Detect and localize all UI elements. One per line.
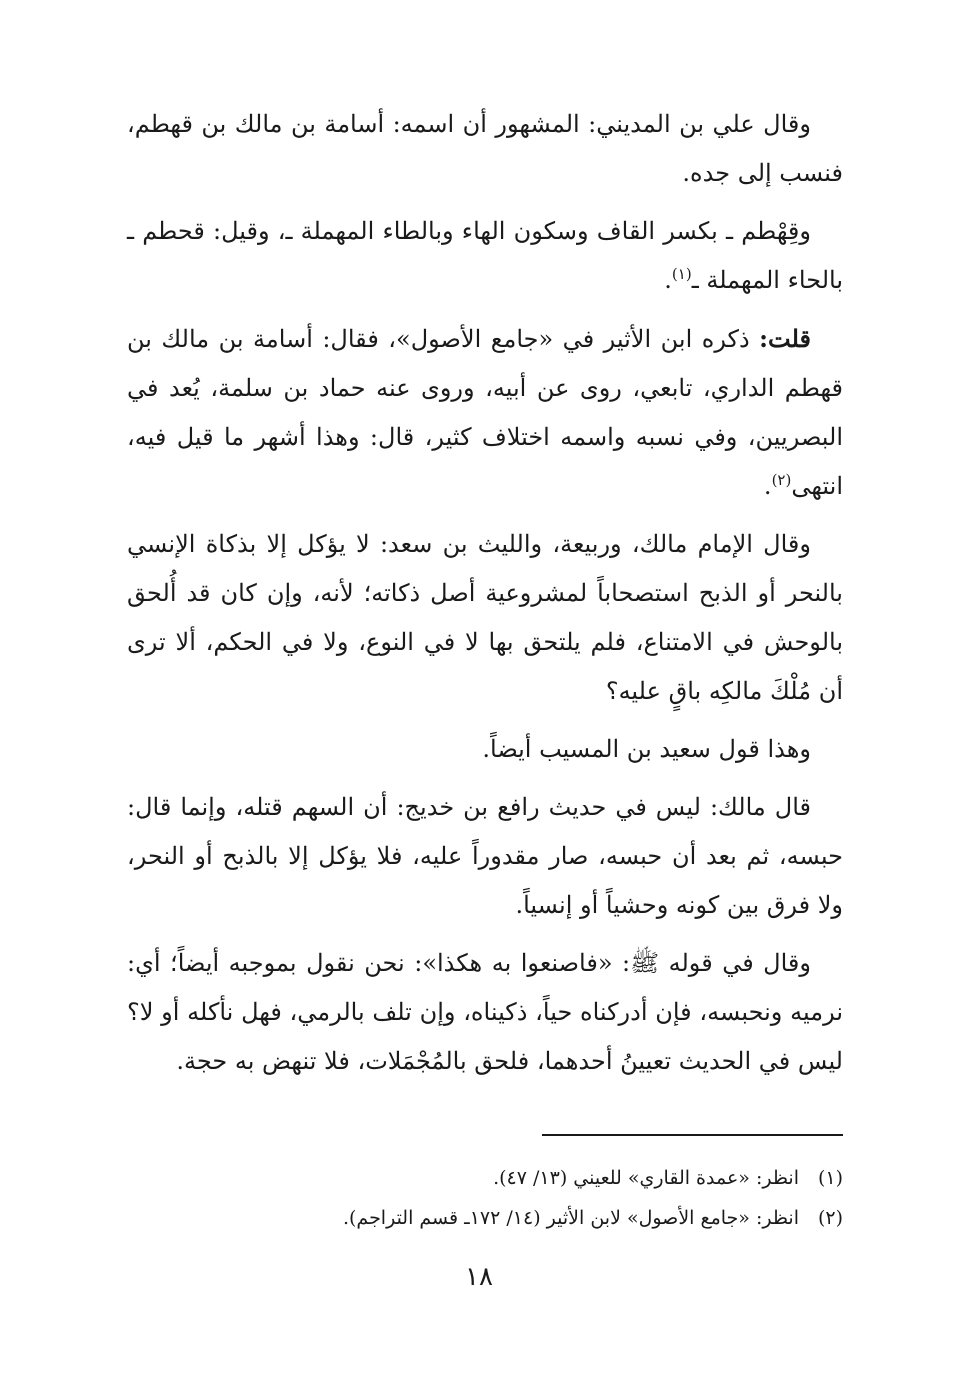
footnote-text: انظر: «جامع الأصول» لابن الأثير (١٤/ ١٧٢ـ قسم التراجم).: [342, 1207, 799, 1229]
paragraph: وقال الإمام مالك، وربيعة، والليث بن سعد: لا يؤكل إلا بذكاة الإنسي بالنحر أو الذبح استصحاباً لمشروعية أصل ذكاته؛ لأنه، وإن كان قد أُلحق بالوحش في الامتناع، فلم يلتحق بها لا في النوع، ولا في الحكم، ألا ترى أن مُلْكَ مالكِه باقٍ عليه؟: [127, 530, 843, 705]
paragraph-lead-word: قلت:: [759, 324, 811, 353]
main-text: [127, 100, 843, 1095]
paragraph: قال مالك: ليس في حديث رافع بن خديج: أن السهم قتله، وإنما قال: حبسه، ثم بعد أن حبسه، صار مقدوراً عليه، فلا يؤكل إلا بالذبح أو النحر، ولا فرق بين كونه وحشياً أو إنسياً.: [127, 793, 843, 919]
footnote-number: (٢): [817, 1207, 843, 1229]
footnotes: [127, 1158, 843, 1238]
page-number: ١٨: [465, 1262, 493, 1292]
footnote-number: (١): [817, 1167, 843, 1189]
paragraph: وقال في قوله ﷺ: «فاصنعوا به هكذا»: نحن نقول بموجبه أيضاً؛ أي: نرميه ونحبسه، فإن أدركناه حياً، ذكيناه، وإن تلف بالرمي، فهل نأكله أو لا؟ ليس في الحديث تعيينُ أحدهما، فلحق بالمُجْمَلات، فلا تنهض به حجة.: [127, 949, 843, 1075]
footnote: [127, 1158, 843, 1198]
footnote: [127, 1198, 843, 1238]
paragraph: وقال علي بن المديني: المشهور أن اسمه: أسامة بن مالك بن قهطم، فنسب إلى جده.: [127, 110, 843, 187]
footnote-reference[interactable]: (١): [671, 265, 692, 283]
footnote-text: انظر: «عمدة القاري» للعيني (١٣/ ٤٧).: [493, 1167, 799, 1189]
footnote-reference[interactable]: (٢): [771, 471, 792, 489]
paragraph: قلت: ذكره ابن الأثير في «جامع الأصول»، فقال: أسامة بن مالك بن قهطم الداري، تابعي، روى عن أبيه، وروى عنه حماد بن سلمة، يُعد في البصريين، وفي نسبه واسمه اختلاف كثير، قال: وهذا أشهر ما قيل فيه، انتهى$^{(٢)}$.: [127, 324, 844, 500]
paragraph: وقِهْطم ـ بكسر القاف وسكون الهاء وبالطاء المهملة ـ، وقيل: قحطم ـ بالحاء المهملة ـ$^{(١)}$.: [127, 217, 843, 294]
footnote-separator: [542, 1134, 843, 1136]
paragraph: وهذا قول سعيد بن المسيب أيضاً.: [482, 735, 811, 763]
